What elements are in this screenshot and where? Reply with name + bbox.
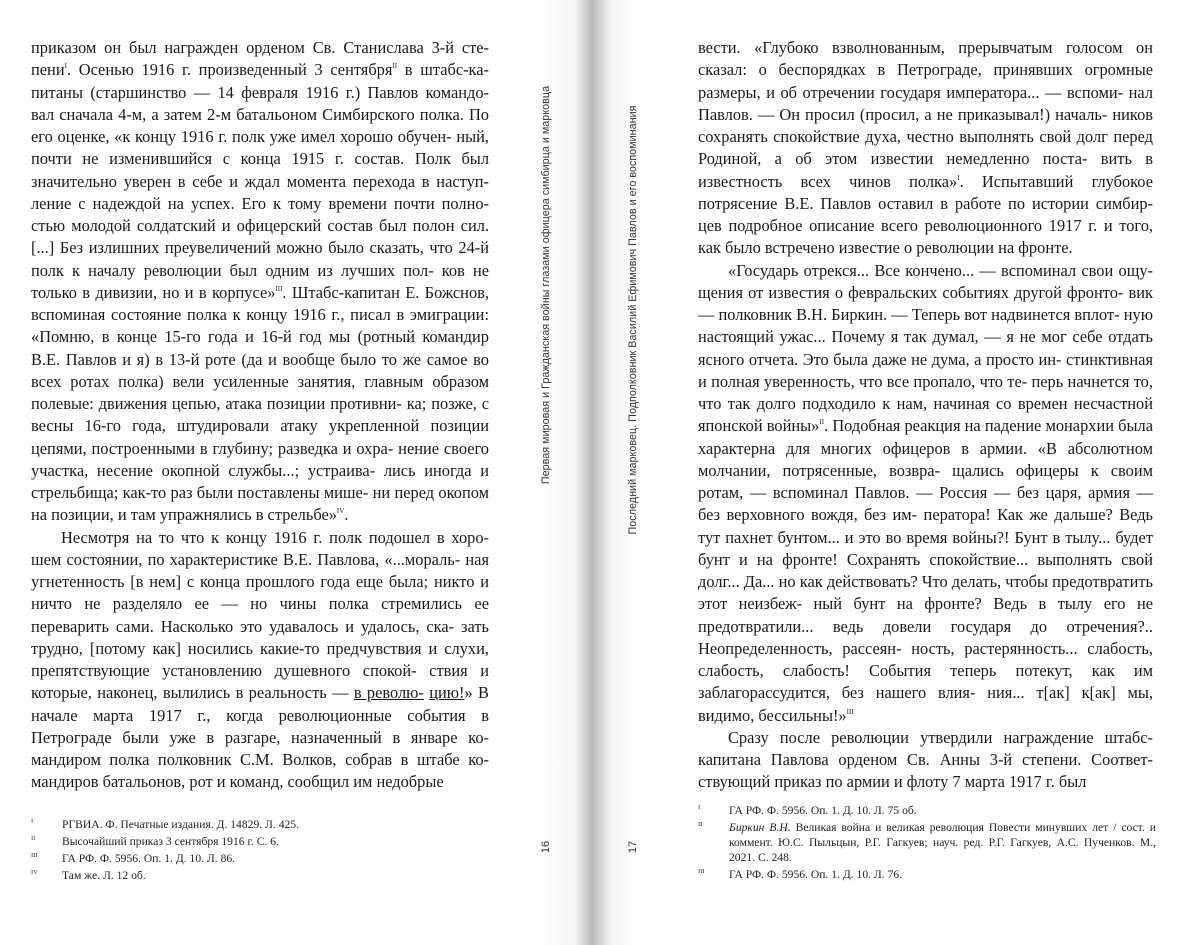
- text-line: вал сначала 4-м, а затем 2-м батальоном Симбирского полка.: [31, 104, 464, 124]
- text-line: По его оценке, «к концу 1916 г. полк уже имел хорошо обучен-: [31, 104, 489, 146]
- text-line: в армии. «В абсолютном молчании, потрясенные, возвра-: [698, 438, 1153, 480]
- text-line: капитана Павлова орденом Св. Анны 3-й степени. Соответ-: [698, 750, 1153, 769]
- text-line: цию!» В начале марта 1917 г., когда революционные события: [31, 683, 489, 725]
- paragraph: [31, 37, 489, 527]
- text-line: щались офицеры к своим ротам, — вспоминал Павлов. —: [698, 460, 1153, 502]
- footnote-number: III: [31, 851, 38, 859]
- footnote-number: III: [698, 868, 705, 876]
- footnote: [698, 803, 1156, 818]
- underlined-text: цию!: [429, 683, 465, 703]
- footnote-number: I: [698, 804, 701, 811]
- text-line: ка; позже, с весны 16-го года, штудировали атаку укрепленной: [31, 394, 490, 436]
- left-page-text: [31, 37, 489, 794]
- footnote-marker[interactable]: I: [64, 62, 67, 71]
- right-page-footnotes: [698, 803, 1156, 884]
- text-line: что 24-й полк к началу революции был одним из лучших пол-: [31, 238, 489, 280]
- footnote-number: IV: [31, 868, 38, 876]
- text-line: ный бунт на фронте? Ведь в тылу его не предотвратили... ведь: [698, 594, 1153, 636]
- text-line: со времен несчастной японской войны»$^{II}$. Подобная реакция: [698, 394, 1154, 436]
- text-line: ников сохранять спокойствие духа, честно выполнять свой: [698, 104, 1153, 146]
- text-line: отдать ясного отчета. Это была даже не дума, а просто ин-: [698, 327, 1153, 369]
- text-line: и слухи, препятствующие установлению душевного спокой-: [31, 638, 489, 680]
- text-line: шем состоянии, по характеристике В.Е. Павлова, «...мораль-: [31, 549, 461, 569]
- text-line: ков не только в дивизии, но и в корпусе»$^{III}$. Штабс-капитан: [31, 260, 490, 302]
- text-line: размеры, и об отречении государя императора... — вспоми-: [698, 82, 1124, 102]
- paragraph: [698, 37, 1153, 260]
- footnote: [31, 868, 471, 883]
- footnote-author: Биркин В.Н.: [729, 820, 791, 834]
- text-line: пени$^I$. Осенью 1916 г. произведенный 3 сентября$^{II}$ в штабс-ка-: [31, 60, 489, 80]
- text-line: ни перед окопом на позиции, и там упражнялись в стрельбе»$^{IV}$.: [31, 483, 489, 525]
- footnote-number: II: [698, 820, 703, 828]
- text-line: ный, почти не изменившийся с конца 1915 г. состав. Полк был: [31, 127, 489, 169]
- footnote-marker[interactable]: I: [957, 173, 960, 182]
- text-line: сказал: о беспорядках в Петрограде, принявших огромные: [698, 60, 1153, 80]
- text-line: теперь потекут, как им заблагорассудится, без нашего влия-: [698, 661, 1153, 703]
- text-line: приказом он был награжден орденом Св. Станислава 3-й сте-: [31, 38, 489, 57]
- footnote-marker[interactable]: II: [819, 418, 825, 427]
- text-line: нал Павлов. — Он просил (просил, а не приказывал!) началь-: [698, 82, 1153, 124]
- text-line: действовать? Что делать, чтобы предотвратить этот неизбеж-: [698, 572, 1153, 614]
- paragraph: [31, 527, 489, 794]
- text-line: ная угнетенность [в нем] с конца прошлого года еще была;: [31, 549, 489, 591]
- text-line: ее переварить сами. Насколько это удавалось и удалось, ска-: [31, 594, 489, 636]
- text-line: ность, растерянность... слабость, слабость, слабость! События: [698, 638, 1153, 680]
- text-line: позиции цепями, построенными в глубину; разведка и охра-: [31, 416, 489, 458]
- text-line: значительно уверен в себе и ждал момента перехода в наступ-: [31, 171, 489, 191]
- right-page-number: 17: [627, 840, 639, 854]
- text-line: стинктивная и полная уверенность, что все пропало, что те-: [698, 349, 1153, 391]
- footnote-text: РГВИА. Ф. Печатные издания. Д. 14829. Л. 425.: [62, 818, 299, 831]
- text-line: Е. Божснов, вспоминая состояние полка к концу 1916 г., писал: [31, 282, 489, 324]
- footnote-number: I: [31, 818, 34, 825]
- text-line: никто и ничто не разделяло ее — но чины полка стремились: [31, 572, 489, 614]
- footnote: [698, 820, 1156, 866]
- text-line: ление с надеждой на успех. Его к тому времени почти полно-: [31, 193, 489, 213]
- text-line: сил. [...] Без излишних преувеличений можно было сказать,: [31, 216, 489, 258]
- text-line: на падение монархии была характерна для многих офицеров: [698, 416, 1153, 458]
- footnote-text: ГА РФ. Ф. 5956. Оп. 1. Д. 10. Л. 86.: [62, 851, 236, 865]
- text-line: в эмиграции: «Помню, в конце 15-го года и 16-й год мы (ротный: [31, 305, 489, 347]
- text-line: Сохранять спокойствие... выполнять свой долг... Да... но как: [698, 549, 1153, 591]
- footnote-number: II: [31, 834, 36, 842]
- text-line: образом полевые: движения цепью, атака позиции противни-: [31, 371, 489, 413]
- footnote-text: Там же. Л. 12 об.: [62, 868, 146, 882]
- text-line: «Государь отрекся... Все кончено... — вспоминал свои ощу-: [728, 260, 1153, 280]
- text-line: щения от известия о февральских событиях другой фронто-: [698, 282, 1124, 302]
- text-line: командир В.Е. Павлов и я) в 13-й роте (да и вообще было то же: [31, 327, 489, 369]
- text-line: долг перед Родиной, а об этом известии немедленно поста-: [698, 127, 1153, 169]
- footnote: [31, 817, 471, 832]
- text-line: во время войны?! Бунт в тылу... будет бунт и на фронте!: [698, 527, 1153, 569]
- text-line: как было встречено известие о революции на фронте.: [698, 238, 1073, 258]
- paragraph: [698, 260, 1153, 727]
- left-page-footnotes: [31, 817, 471, 885]
- text-line: ную настоящий ужас... Почему я так думал, — я не мог себе: [698, 305, 1153, 347]
- text-line: ствующий приказ по армии и флоту 7 марта 1917 г. был: [698, 772, 1087, 792]
- text-line: мандиром полка полковник С.М. Волков, собрав в штабе ко-: [31, 750, 489, 769]
- text-line: Россия — без царя, армия — без верховного вождя, без им-: [698, 483, 1153, 525]
- paragraph: [698, 727, 1153, 794]
- text-line: вести. «Глубоко взволнованным, прерывчатым голосом он: [698, 38, 1153, 57]
- text-line: в Петрограде были уже в разгаре, назначенный в январе ко-: [31, 705, 489, 747]
- footnote-text: Высочайший приказ 3 сентября 1916 г. С. 6.: [62, 834, 279, 848]
- left-running-head: Первая мировая и Гражданская войны глазами офицера симбирца и марковца: [540, 85, 552, 485]
- footnote: [31, 851, 471, 866]
- text-line: потрясение В.Е. Павлов оставил в работе по истории симбир-: [698, 193, 1153, 213]
- text-line: цев подробное описание всего революционного 1917 г. и того,: [698, 216, 1153, 235]
- text-line: мандиров батальонов, рот и команд, сообщил им недобрые: [31, 772, 444, 792]
- footnote: [698, 867, 1156, 882]
- text-line: ператора! Как же дальше? Ведь тут пахнет бунтом... и это: [698, 505, 1154, 547]
- footnote: [31, 834, 471, 849]
- text-line: самое во всех ротах полка) вели усиленные занятия, главным: [31, 349, 489, 391]
- underlined-text: в револю-: [353, 683, 424, 703]
- text-line: Несмотря на то что к концу 1916 г. полк подошел в хоро-: [61, 527, 489, 547]
- footnote-marker[interactable]: IV: [336, 507, 345, 516]
- text-line: нение своего участка, несение окопной службы...; устраива-: [31, 438, 489, 480]
- text-line: зать трудно, [потому как] носились какие-то предчувствия: [31, 616, 489, 658]
- text-line: Сразу после революции утвердили награждение штабс-: [728, 727, 1153, 747]
- text-line: лись иногда и стрельбища; как-то раз были поставлены мише-: [31, 460, 489, 502]
- text-line: стью молодой солдатский и офицерский состав был полон: [31, 216, 455, 235]
- footnote-marker[interactable]: III: [275, 284, 283, 293]
- text-line: довели государя до отречения?.. Неопределенность, рассеян-: [698, 616, 1153, 658]
- text-line: вик — полковник В.Н. Биркин. — Теперь вот надвинется вплот-: [698, 282, 1153, 324]
- footnote-marker[interactable]: III: [846, 707, 854, 716]
- text-line: питаны (старшинство — 14 февраля 1916 г.) Павлов командо-: [31, 82, 489, 102]
- right-page-text: [698, 37, 1153, 794]
- text-line: вить в известность всех чинов полка»$^I$. Испытавший глубокое: [698, 149, 1153, 191]
- left-page-number: 16: [540, 840, 552, 854]
- text-line: ния... т[ак] к[ак] мы, видимо, бессильны!»$^{III}$: [698, 683, 1153, 725]
- text-line: ствия и которые, наконец, вылились в реальность — в револю-: [31, 661, 489, 703]
- footnote-text: Великая война и великая революция Повести минувших лет / сост. и коммент. Ю.С. Пыльцын, Р.Г. Гагкуев; науч. ред. Р.Г. Гагкуев, А.С. Пученков. М., 2021. С. 248.: [729, 820, 1156, 865]
- text-line: перь начнется то, что так долго подходило к нам, начиная: [698, 371, 1153, 413]
- footnote-text: ГА РФ. Ф. 5956. Оп. 1. Д. 10. Л. 76.: [729, 868, 903, 882]
- footnote-text: ГА РФ. Ф. 5956. Оп. 1. Д. 10. Л. 75 об.: [729, 804, 917, 817]
- footnote-marker[interactable]: II: [392, 62, 398, 71]
- right-running-head: Последний марковец. Подполковник Василий Ефимович Павлов и его воспоминания: [627, 105, 639, 535]
